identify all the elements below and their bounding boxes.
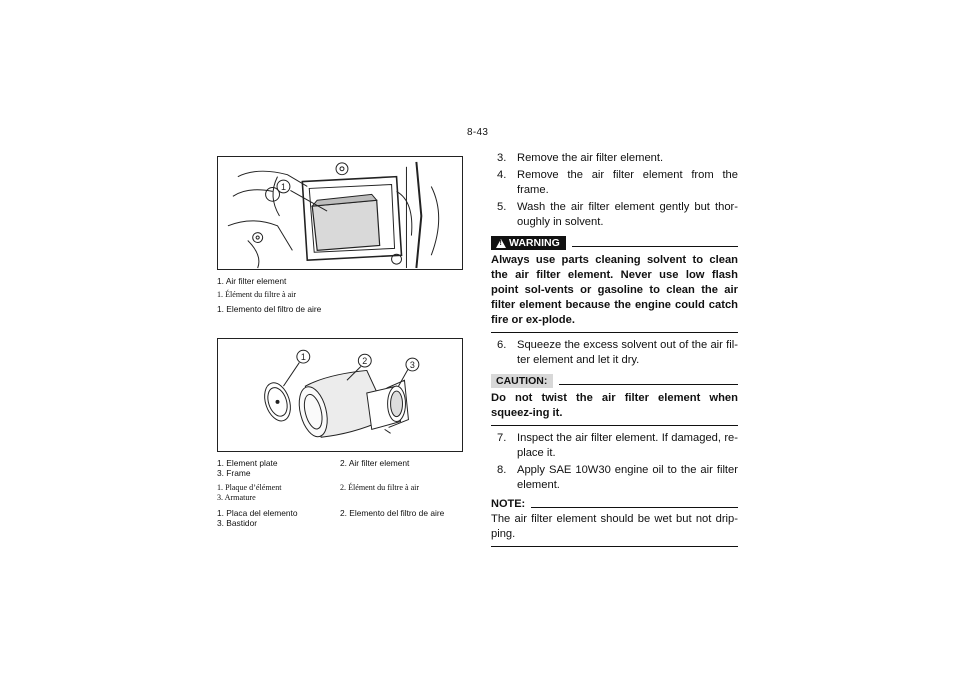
air-box-illustration	[218, 157, 462, 269]
step-text: Remove the air filter element.	[517, 152, 664, 164]
callout-1	[277, 180, 290, 193]
note-header	[491, 497, 738, 512]
caption-item: 1. Placa del elemento	[217, 508, 298, 518]
note-rule	[531, 507, 738, 508]
caption-item: 3. Bastidor	[217, 518, 258, 528]
left-column	[217, 156, 463, 528]
step-number: 3.	[497, 152, 507, 164]
caption-item: 3. Armature	[217, 493, 256, 502]
fig2-caption-en	[217, 458, 463, 478]
step-item	[491, 168, 738, 198]
figure-filter-parts	[217, 338, 463, 452]
fig1-caption-en: 1. Air filter element	[217, 276, 287, 286]
step-text: Squeeze the excess solvent out of the air fil-ter element and let it dry.	[517, 339, 738, 366]
callout-1-label: 1	[280, 181, 286, 192]
step-text: Apply SAE 10W30 engine oil to the air filter element.	[517, 464, 738, 491]
caution-label: CAUTION:	[496, 374, 548, 387]
fig2-caption-es	[217, 508, 463, 528]
callout-1	[297, 350, 310, 363]
caption-item: 2. Elemento del filtro de aire	[340, 508, 445, 518]
note-label: NOTE:	[491, 498, 526, 510]
caption-item: 2. Élément du filtre à air	[340, 483, 420, 492]
warning-label: WARNING	[509, 236, 560, 249]
step-item	[491, 463, 738, 493]
step-number: 6.	[497, 339, 507, 351]
callout-3-label: 3	[409, 360, 415, 370]
step-number: 5.	[497, 201, 507, 213]
step-item	[491, 338, 738, 368]
caption-item	[340, 518, 463, 528]
warning-header	[491, 236, 738, 250]
caption-item: 2. Air filter element	[340, 458, 410, 468]
warning-text: Always use parts cleaning solvent to clean the air filter element. Never use low flash point sol-vents or gasoline to clean the air filter element because the engine could catch fire or ex-plode.	[491, 254, 738, 326]
step-item	[491, 200, 738, 230]
note-text: The air filter element should be wet but not drip-ping.	[491, 513, 738, 540]
step-text: Inspect the air filter element. If damaged, re-place it.	[517, 432, 738, 459]
note-end-rule	[491, 546, 738, 547]
step-number: 8.	[497, 464, 507, 476]
caption-item	[340, 468, 463, 478]
page-number: 8-43	[467, 127, 489, 138]
warning-triangle-icon	[496, 239, 506, 248]
caption-item	[340, 493, 463, 503]
callout-2	[358, 354, 371, 367]
figure-air-box	[217, 156, 463, 270]
step-text: Wash the air filter element gently but thor-oughly in solvent.	[517, 201, 738, 228]
filter-parts-illustration	[218, 339, 462, 451]
step-text: Remove the air filter element from the frame.	[517, 169, 738, 196]
step-number: 7.	[497, 432, 507, 444]
caution-rule	[559, 384, 738, 385]
fig2-caption-fr	[217, 483, 463, 503]
caption-item: 1. Plaque d’élément	[217, 483, 282, 492]
caution-end-rule	[491, 425, 738, 426]
step-item	[491, 151, 738, 166]
fig1-caption-fr: 1. Élément du filtre à air	[217, 290, 297, 299]
step-item	[491, 431, 738, 461]
callout-1-label: 1	[300, 352, 306, 363]
warning-end-rule	[491, 332, 738, 333]
warning-rule	[572, 246, 738, 247]
callout-2-label: 2	[362, 356, 368, 367]
right-column	[491, 151, 738, 552]
fig1-caption-es: 1. Elemento del filtro de aire	[217, 304, 322, 314]
caution-badge	[491, 374, 553, 388]
callout-3	[406, 358, 419, 371]
caption-item: 1. Element plate	[217, 458, 278, 468]
warning-badge	[491, 236, 566, 250]
caution-header	[491, 374, 738, 388]
step-number: 4.	[497, 169, 507, 181]
caption-item: 3. Frame	[217, 468, 251, 478]
caution-text: Do not twist the air filter element when squeez-ing it.	[491, 392, 738, 419]
